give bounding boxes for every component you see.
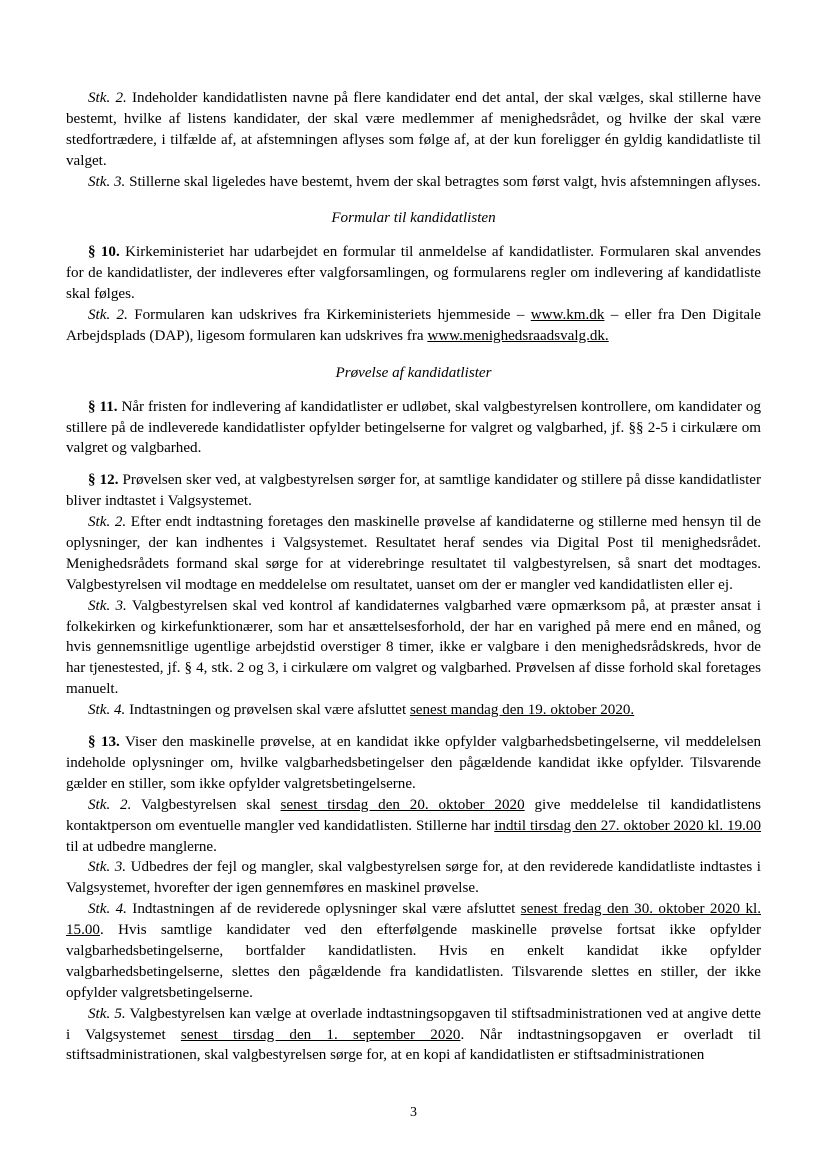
text-run: Indtastningen af de reviderede oplysninger skal være afsluttet	[126, 901, 521, 918]
paragraph	[66, 470, 761, 512]
paragraph	[66, 596, 761, 700]
document-text-body	[66, 88, 761, 1066]
stk-label: Stk. 4.	[88, 702, 126, 719]
section-heading: Prøvelse af kandidatlister	[335, 364, 492, 381]
paragraph	[66, 397, 761, 460]
text-run: Stillerne skal ligeledes have bestemt, hvem der skal betragtes som først valgt, hvis afstemningen aflyses.	[125, 173, 761, 190]
text-run: Viser den maskinelle prøvelse, at en kandidat ikke opfylder valgbarhedsbetingelserne, vil meddelelsen indeholde oplysninger om, hvilke valgbarhedsbetingelser den pågældende kandidat ikke opfylder. Tilsvarende gælder en stiller, som ikke opfylder valgretsbetingelserne.	[66, 734, 762, 792]
underlined-text[interactable]: www.km.dk	[530, 307, 605, 324]
underlined-text[interactable]: www.menighedsraadsvalg.dk.	[427, 327, 609, 344]
text-run: Udbedres der fejl og mangler, skal valgbestyrelsen sørge for, at den reviderede kandidatliste indtastes i Valgsystemet, hvorefter der igen gennemføres en maskinel prøvelse.	[66, 859, 761, 897]
text-run: give meddelelse til kandidatlistens kontaktperson om eventuelle mangler ved kandidatlisten. Stillerne har	[66, 796, 761, 834]
paragraph-spacer	[66, 459, 761, 470]
paragraph	[66, 700, 761, 721]
stk-label: Stk. 3.	[88, 173, 126, 190]
text-run: Indtastningen og prøvelsen skal være afsluttet	[125, 702, 410, 719]
paragraph	[66, 899, 761, 1003]
stk-label: Stk. 4.	[88, 901, 127, 918]
underlined-text[interactable]: indtil tirsdag den 27. oktober 2020 kl. 19.00	[494, 817, 761, 834]
stk-label: Stk. 2.	[88, 514, 127, 531]
paragraph	[66, 857, 761, 899]
stk-label: Stk. 2.	[88, 307, 128, 324]
underlined-text[interactable]: senest fredag den 30. oktober 2020 kl. 15.00	[66, 901, 761, 939]
paragraph	[66, 795, 761, 858]
text-run: til at udbedre manglerne.	[66, 838, 217, 855]
text-run: Når fristen for indlevering af kandidatlister er udløbet, skal valgbestyrelsen kontrollere, om kandidater og stillere på de indleverede kandidatlister opfylder betingelserne for valgret og valgbarhed, jf. §§ 2-5 i cirkulære om valgret og valgbarhed.	[66, 398, 761, 457]
text-run: . Hvis samtlige kandidater ved den efterfølgende maskinelle prøvelse fortsat ikke opfylder valgbarhedsbetingelserne, bortfalder kandidatlisten. Hvis en enkelt kandidat ikke opfylder valgbarhedsbetingelserne, slettes den pågældende fra kandidatlisten. Tilsvarende slettes en stiller, der ikke opfylder valgretsbetingelserne.	[66, 922, 761, 1001]
paragraph-spacer	[66, 721, 761, 732]
underlined-text[interactable]: senest tirsdag den 1. september 2020	[180, 1026, 461, 1043]
stk-label: Stk. 3.	[88, 597, 127, 614]
text-run: Valgbestyrelsen kan vælge at overlade indtastningsopgaven til stiftsadministrationen ved at angive dette i Valgsystemet	[66, 1005, 761, 1043]
paragraph	[66, 1004, 761, 1067]
underlined-text[interactable]: senest mandag den 19. oktober 2020.	[409, 702, 635, 719]
stk-label: Stk. 5.	[88, 1005, 126, 1022]
stk-label: Stk. 2.	[88, 90, 127, 106]
page-number: 3	[410, 1105, 417, 1120]
text-run: Formularen kan udskrives fra Kirkeministeriets hjemmeside –	[127, 307, 531, 324]
paragraph	[66, 172, 761, 193]
paragraph	[66, 512, 761, 596]
text-run: – eller fra Den Digitale Arbejdsplads (DAP), ligesom formularen kan udskrives fra	[66, 307, 762, 344]
text-run: Valgbestyrelsen skal ved kontrol af kandidaternes valgbarhed være opmærksom på, at præster ansat i folkekirken og kirkefunktionærer, som har et ansættelsesforhold, der har en varighed på mere end en måned, og hvis gennemsnitlige ugentlige arbejdstid overstiger 8 timer, ikke er valgbare i den menighedsrådskreds, hvor de har tjenestested, jf. § 4, stk. 2 og 3, i cirkulære om valgret og valgbarhed. Prøvelsen af disse forhold skal foretages manuelt.	[66, 597, 761, 698]
text-run: Prøvelsen sker ved, at valgbestyrelsen sørger for, at samtlige kandidater og stillere på disse kandidatlister bliver indtastet i Valgsystemet.	[66, 472, 761, 510]
underlined-text[interactable]: senest tirsdag den 20. oktober 2020	[280, 796, 525, 813]
section-number: § 11.	[88, 398, 118, 415]
paragraph	[66, 305, 761, 347]
text-run: . Når indtastningsopgaven er overladt til stiftsadministrationen, skal valgbestyrelsen sørge for, at en kopi af kandidatlisten er stiftsadministrationen	[66, 1026, 761, 1064]
stk-label: Stk. 3.	[88, 859, 127, 876]
text-run: Indeholder kandidatlisten navne på flere kandidater end det antal, der skal vælges, skal stillerne have bestemt, hvilke af listens kandidater, der skal være medlemmer af menighedsrådet, og hvilke der skal være stedfortrædere, i tilfælde af, at afstemningen aflyses som følge af, at der kun foreligger én gyldig kandidatliste til valget.	[66, 90, 762, 169]
section-heading: Formular til kandidatlisten	[331, 210, 496, 227]
section-number: § 13.	[88, 734, 120, 751]
stk-label: Stk. 2.	[88, 796, 132, 813]
section-number: § 10.	[88, 244, 120, 261]
paragraph	[66, 88, 761, 172]
paragraph	[66, 732, 761, 795]
section-number: § 12.	[88, 472, 119, 489]
text-run: Valgbestyrelsen skal	[131, 796, 281, 813]
text-run: Kirkeministeriet har udarbejdet en formular til anmeldelse af kandidatlister. Formularen skal anvendes for de kandidatlister, der indleveres efter valgforsamlingen, og formularens regler om indlevering af kandidatliste skal følges.	[66, 244, 761, 303]
text-run: Efter endt indtastning foretages den maskinelle prøvelse af kandidaterne og stillerne med hensyn til de oplysninger, der kan indhentes i Valgsystemet. Resultatet heraf sendes via Digital Post til menighedsrådet. Menighedsrådets formand skal sørge for at viderebringe resultatet til valgbestyrelsen, så snart det modtages. Valgbestyrelsen vil modtage en meddelelse om resultatet, uanset om der er mangler ved kandidatlisten eller ej.	[66, 514, 761, 593]
paragraph	[66, 242, 761, 305]
